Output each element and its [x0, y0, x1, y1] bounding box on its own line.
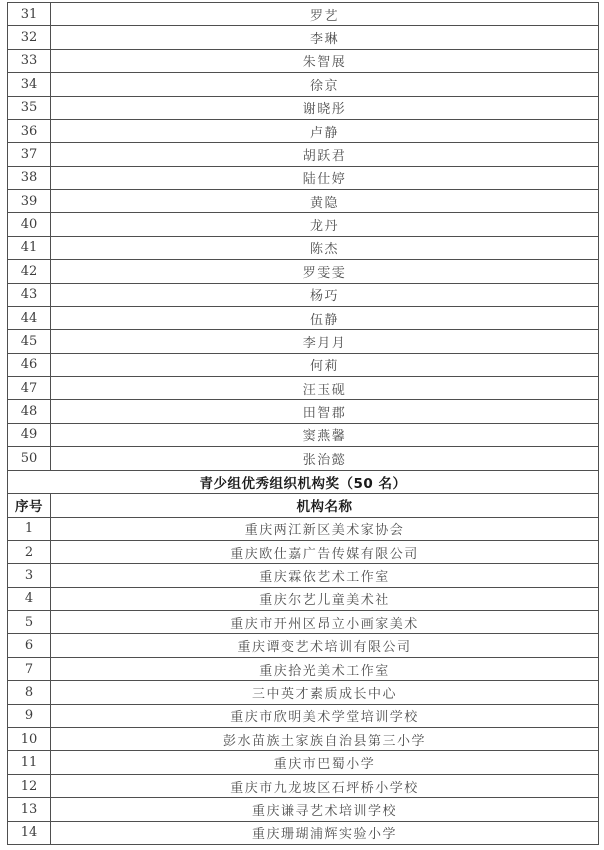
row-name: 重庆市开州区昂立小画家美术 [51, 611, 599, 634]
row-number: 38 [8, 166, 51, 189]
table-row [8, 728, 599, 751]
row-name: 徐京 [51, 73, 599, 96]
row-name: 汪玉砚 [51, 377, 599, 400]
row-number: 13 [8, 798, 51, 821]
row-number: 33 [8, 49, 51, 72]
table-row [8, 634, 599, 657]
table-row [8, 564, 599, 587]
row-number: 49 [8, 423, 51, 446]
row-name: 卢静 [51, 119, 599, 142]
column-header-row [8, 494, 599, 517]
row-number: 36 [8, 119, 51, 142]
row-number: 1 [8, 517, 51, 540]
row-number: 11 [8, 751, 51, 774]
table-row [8, 3, 599, 26]
section-title-row [8, 470, 599, 493]
row-number: 6 [8, 634, 51, 657]
column-header-no: 序号 [8, 494, 51, 517]
table-row [8, 26, 599, 49]
table-row [8, 166, 599, 189]
row-name: 杨巧 [51, 283, 599, 306]
row-number: 40 [8, 213, 51, 236]
row-name: 重庆两江新区美术家协会 [51, 517, 599, 540]
section-title: 青少组优秀组织机构奖（50 名） [8, 470, 599, 493]
row-number: 3 [8, 564, 51, 587]
row-number: 44 [8, 306, 51, 329]
row-name: 陆仕婷 [51, 166, 599, 189]
row-number: 41 [8, 236, 51, 259]
row-name: 重庆市欣明美术学堂培训学校 [51, 704, 599, 727]
row-number: 42 [8, 260, 51, 283]
table-row [8, 119, 599, 142]
row-name: 李月月 [51, 330, 599, 353]
row-number: 50 [8, 447, 51, 471]
table-row [8, 143, 599, 166]
table-row [8, 798, 599, 821]
row-number: 2 [8, 540, 51, 563]
table-row [8, 447, 599, 471]
row-name: 龙丹 [51, 213, 599, 236]
winners-section [8, 3, 599, 471]
table-row [8, 400, 599, 423]
row-number: 14 [8, 821, 51, 844]
table-row [8, 96, 599, 119]
row-name: 罗艺 [51, 3, 599, 26]
awards-table [7, 2, 599, 845]
row-name: 陈杰 [51, 236, 599, 259]
row-number: 12 [8, 774, 51, 797]
table-row [8, 330, 599, 353]
row-number: 7 [8, 657, 51, 680]
row-number: 31 [8, 3, 51, 26]
table-row [8, 587, 599, 610]
table-row [8, 657, 599, 680]
row-name: 重庆欧仕嘉广告传媒有限公司 [51, 540, 599, 563]
row-number: 10 [8, 728, 51, 751]
row-name: 窦燕馨 [51, 423, 599, 446]
table-row [8, 517, 599, 540]
table-row [8, 73, 599, 96]
row-name: 重庆尔艺儿童美术社 [51, 587, 599, 610]
row-name: 三中英才素质成长中心 [51, 681, 599, 704]
organizations-section [8, 517, 599, 844]
row-name: 重庆市巴蜀小学 [51, 751, 599, 774]
row-name: 重庆谭变艺术培训有限公司 [51, 634, 599, 657]
row-number: 5 [8, 611, 51, 634]
row-name: 彭水苗族土家族自治县第三小学 [51, 728, 599, 751]
row-name: 李琳 [51, 26, 599, 49]
row-name: 伍静 [51, 306, 599, 329]
row-name: 田智郡 [51, 400, 599, 423]
row-number: 37 [8, 143, 51, 166]
row-name: 重庆谦寻艺术培训学校 [51, 798, 599, 821]
table-row [8, 704, 599, 727]
row-number: 39 [8, 190, 51, 213]
row-number: 4 [8, 587, 51, 610]
row-name: 谢晓彤 [51, 96, 599, 119]
row-name: 胡跃君 [51, 143, 599, 166]
row-name: 朱智展 [51, 49, 599, 72]
row-name: 黄隐 [51, 190, 599, 213]
row-name: 罗雯雯 [51, 260, 599, 283]
table-row [8, 611, 599, 634]
table-row [8, 306, 599, 329]
table-row [8, 190, 599, 213]
row-number: 9 [8, 704, 51, 727]
table-row [8, 751, 599, 774]
table-row [8, 283, 599, 306]
table-row [8, 213, 599, 236]
row-name: 何莉 [51, 353, 599, 376]
row-number: 45 [8, 330, 51, 353]
table-row [8, 774, 599, 797]
row-number: 48 [8, 400, 51, 423]
table-row [8, 377, 599, 400]
table-row [8, 423, 599, 446]
row-name: 重庆拾光美术工作室 [51, 657, 599, 680]
table-row [8, 353, 599, 376]
row-number: 35 [8, 96, 51, 119]
row-number: 32 [8, 26, 51, 49]
table-row [8, 821, 599, 844]
row-name: 重庆珊瑚浦辉实验小学 [51, 821, 599, 844]
row-name: 重庆市九龙坡区石坪桥小学校 [51, 774, 599, 797]
row-number: 8 [8, 681, 51, 704]
row-number: 47 [8, 377, 51, 400]
row-name: 重庆霖依艺术工作室 [51, 564, 599, 587]
table-row [8, 540, 599, 563]
table-row [8, 681, 599, 704]
table-row [8, 236, 599, 259]
column-header-name: 机构名称 [51, 494, 599, 517]
table-row [8, 49, 599, 72]
row-number: 34 [8, 73, 51, 96]
row-number: 43 [8, 283, 51, 306]
section-header-group [8, 470, 599, 517]
row-number: 46 [8, 353, 51, 376]
table-row [8, 260, 599, 283]
row-name: 张治懿 [51, 447, 599, 471]
